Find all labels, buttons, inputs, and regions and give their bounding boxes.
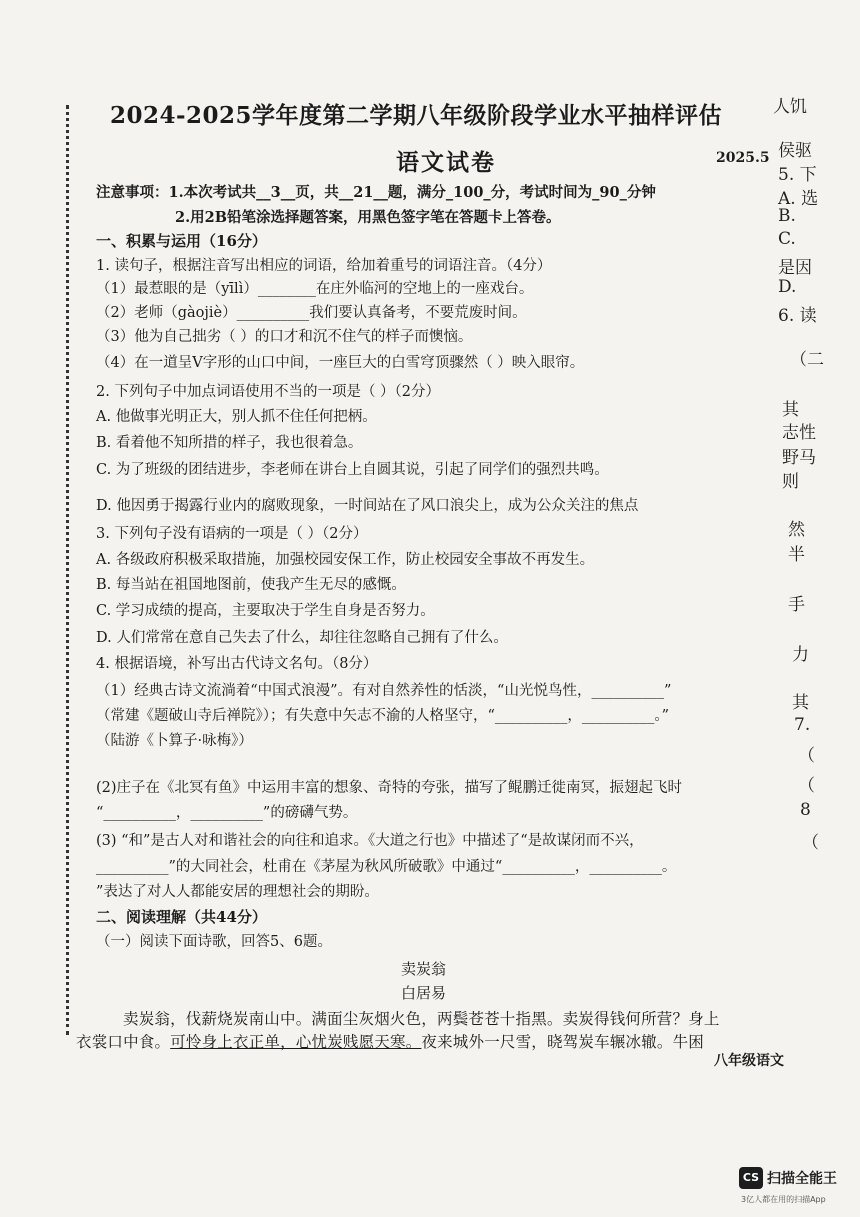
q1-item: （1）最惹眼的是（yīlì）________在庄外临河的空地上的一座戏台。 xyxy=(96,281,534,297)
q2-option: B. 看着他不知所措的样子，我也很着急。 xyxy=(96,435,363,451)
margin-fragment: B. xyxy=(778,206,796,226)
margin-fragment: （ xyxy=(798,746,815,766)
margin-fragment: （ xyxy=(798,776,815,796)
margin-fragment: 人饥 xyxy=(773,97,807,117)
poem-text: 夜来城外一尺雪，晓驾炭车辗冰辙。牛困 xyxy=(421,1033,705,1051)
binding-dotted-line xyxy=(66,105,69,1035)
q4-line: （陆游《卜算子·咏梅》） xyxy=(96,733,253,749)
poem-underlined-text: 可怜身上衣正单，心忧炭贱愿天寒。 xyxy=(170,1033,422,1051)
q4-line: “__________，__________”的磅礴气势。 xyxy=(96,805,358,821)
q3-option: B. 每当站在祖国地图前，使我产生无尽的感慨。 xyxy=(96,577,406,593)
scanner-watermark xyxy=(739,1167,853,1211)
margin-fragment: 8 xyxy=(800,800,811,820)
margin-fragment: 其 xyxy=(792,693,809,713)
footer-label: 八年级语文 xyxy=(714,1053,784,1069)
poem-line: 卖炭翁，伐薪烧炭南山中。满面尘灰烟火色，两鬓苍苍十指黑。卖炭得钱何所营？身上 xyxy=(123,1010,720,1028)
poem-author: 白居易 xyxy=(401,984,447,1002)
margin-fragment: A. 选 xyxy=(778,189,819,209)
poem-text: 衣裳口中食。 xyxy=(76,1033,171,1051)
exam-subtitle: 语文试卷 xyxy=(396,149,496,176)
q2-option: A. 他做事光明正大，别人抓不住任何把柄。 xyxy=(96,409,377,425)
margin-fragment: 侯驱 xyxy=(778,141,812,161)
q4-line: ”表达了对人人都能安居的理想社会的期盼。 xyxy=(96,884,379,900)
reading-part-1: （一）阅读下面诗歌，回答5、6题。 xyxy=(96,934,332,950)
q1-item: （3）他为自己拙劣（ ）的口才和沉不住气的样子而懊恼。 xyxy=(96,329,473,345)
margin-fragment: 7. xyxy=(794,715,811,735)
margin-fragment: 是因 xyxy=(778,258,812,278)
q3-option: D. 人们常常在意自己失去了什么，却往往忽略自己拥有了什么。 xyxy=(96,630,508,646)
margin-fragment: 其 xyxy=(782,400,799,420)
section-1-heading: 一、积累与运用（16分） xyxy=(96,232,267,250)
q4-line: __________”的大同社会，杜甫在《茅屋为秋风所破歌》中通过“__________，__________。 xyxy=(96,859,677,875)
poem-title: 卖炭翁 xyxy=(401,960,447,978)
q2-option: D. 他因勇于揭露行业内的腐败现象，一时间站在了风口浪尖上，成为公众关注的焦点 xyxy=(96,498,639,514)
cs-logo-icon: CS xyxy=(739,1167,763,1189)
margin-fragment: 半 xyxy=(788,545,805,565)
notes-line-1: 注意事项：1.本次考试共__3__页，共__21__题，满分_100_分，考试时间为_90_分钟 xyxy=(96,184,656,201)
margin-fragment: 然 xyxy=(788,520,805,540)
q1-item: （4）在一道呈V字形的山口中间，一座巨大的白雪穹顶骤然（ ）映入眼帘。 xyxy=(96,355,585,371)
margin-fragment: 5. 下 xyxy=(778,165,817,185)
q3-stem: 3. 下列句子没有语病的一项是（ ）（2分） xyxy=(96,526,368,542)
watermark-tagline: 3亿人都在用的扫描App xyxy=(741,1195,826,1204)
q4-line: (2)庄子在《北冥有鱼》中运用丰富的想象、奇特的夸张，描写了鲲鹏迁徙南冥，振翅起飞时 xyxy=(96,780,683,796)
q1-item: （2）老师（gàojiè）__________我们要认真备考，不要荒废时间。 xyxy=(96,305,527,321)
margin-fragment: C. xyxy=(778,229,796,249)
q2-stem: 2. 下列句子中加点词语使用不当的一项是（ ）（2分） xyxy=(96,384,441,400)
q1-stem: 1. 读句子，根据注音写出相应的词语，给加着重号的词语注音。（4分） xyxy=(96,258,552,274)
margin-fragment: D. xyxy=(778,277,797,297)
exam-title: 2024-2025学年度第二学期八年级阶段学业水平抽样评估 xyxy=(109,102,723,129)
margin-fragment: 力 xyxy=(792,645,809,665)
exam-date: 2025.5 xyxy=(716,150,770,166)
q4-stem: 4. 根据语境，补写出古代诗文名句。（8分） xyxy=(96,656,378,672)
notes-line-2: 2.用2B铅笔涂选择题答案，用黑色签字笔在答题卡上答卷。 xyxy=(175,209,561,226)
q3-option: A. 各级政府积极采取措施，加强校园安保工作，防止校园安全事故不再发生。 xyxy=(96,552,595,568)
margin-fragment: 野马 xyxy=(782,448,816,468)
margin-fragment: 手 xyxy=(788,595,805,615)
q4-line: （1）经典古诗文流淌着“中国式浪漫”。有对自然养性的恬淡，“山光悦鸟性，__________” xyxy=(96,683,672,699)
margin-fragment: 志性 xyxy=(782,423,816,443)
margin-fragment: （ xyxy=(802,833,819,853)
q4-line: （常建《题破山寺后禅院》）；有失意中矢志不渝的人格坚守，“__________，__________。” xyxy=(96,708,670,724)
margin-fragment: （二 xyxy=(790,350,824,370)
poem-line xyxy=(76,1030,704,1052)
margin-fragment: 6. 读 xyxy=(778,306,817,326)
watermark-brand: 扫描全能王 xyxy=(767,1171,837,1187)
section-2-heading: 二、阅读理解（共44分） xyxy=(96,908,267,926)
q2-option: C. 为了班级的团结进步，李老师在讲台上自圆其说，引起了同学们的强烈共鸣。 xyxy=(96,462,609,478)
q4-line: (3) “和”是古人对和谐社会的向往和追求。《大道之行也》中描述了“是故谋闭而不兴， xyxy=(96,833,644,849)
q3-option: C. 学习成绩的提高，主要取决于学生自身是否努力。 xyxy=(96,603,435,619)
bleed-through xyxy=(330,235,344,255)
margin-fragment: 则 xyxy=(782,472,799,492)
